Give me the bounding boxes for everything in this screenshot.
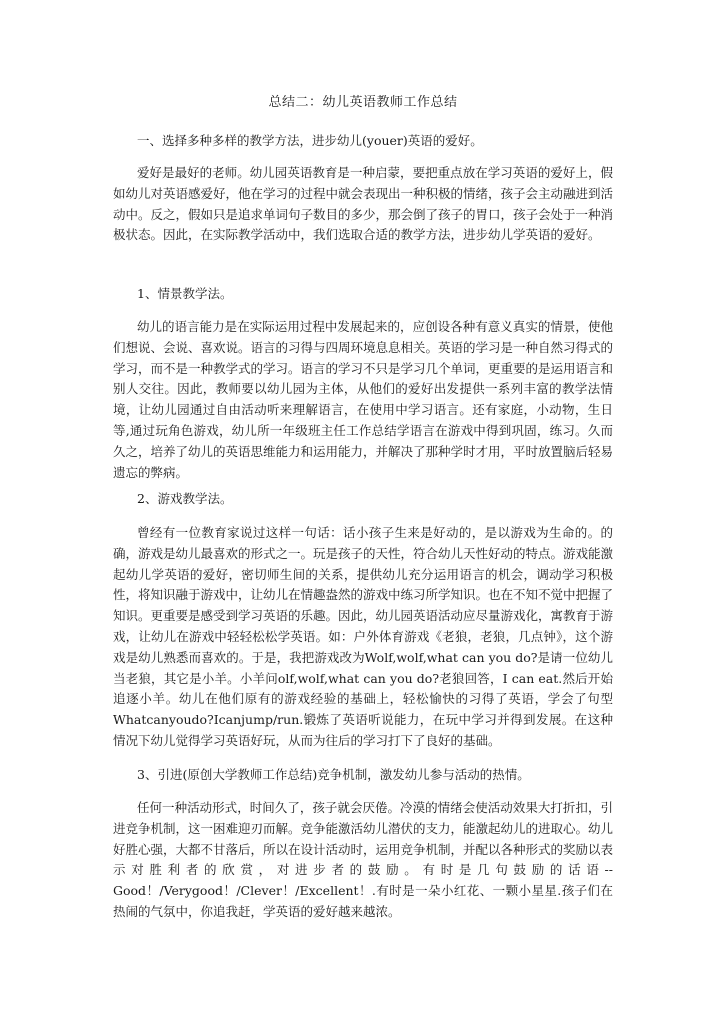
section-heading-2: 1、情景教学法。 bbox=[137, 286, 233, 301]
section-heading-3: 2、游戏教学法。 bbox=[137, 491, 233, 506]
document-title: 总结二：幼儿英语教师工作总结 bbox=[268, 95, 458, 110]
section-paragraph-3: 曾经有一位教育家说过这样一句话：话小孩子生来是好动的，是以游戏为生命的。的确，游戏是幼儿最喜欢的形式之一。玩是孩子的天性，符合幼儿天性好动的特点。游戏能激起幼儿学英语的爱好，密切师生间的关系，提供幼儿充分运用语言的机会，调动学习积极性，将知识融于游戏中，让幼儿在情趣盎然的游戏中练习所学知识。也在不知不觉中把握了知识。更重要是感受到学习英语的乐趣。因此，幼儿园英语活动应尽量游戏化，寓教育于游戏，让幼儿在游戏中轻轻松松学英语。如：户外体育游戏《老狼，老狼，几点钟》，这个游戏是幼儿熟悉而喜欢的。于是，我把游戏改为Wolf,wolf,what can you do?是请一位幼儿当老狼，其它是小羊。小羊问olf,wolf,what can you do?老狼回答，I can eat.然后开始追逐小羊。幼儿在他们原有的游戏经验的基础上，轻松愉快的习得了英语，学会了句型Whatcanyoudo?Icanjump/run.锻炼了英语听说能力，在玩中学习并得到发展。在这种情况下幼儿觉得学习英语好玩，从而为往后的学习打下了良好的基础。 bbox=[113, 525, 614, 748]
section-paragraph-4: 任何一种活动形式，时间久了，孩子就会厌倦。冷漠的情绪会使活动效果大打折扣，引进竞争机制，这一困难迎刃而解。竞争能激活幼儿潜伏的支力，能激起幼儿的进取心。幼儿好胜心强，大都不甘落后，所以在设计活动时，运用竞争机制，并配以各种形式的奖励以表示对胜利者的欣赏，对进步者的鼓励。有时是几句鼓励的话语--Good！/Verygood！/Clever！/Excellent！.有时是一朵小红花、一颗小星星.孩子们在热闹的气氛中，你追我赶，学英语的爱好越来越浓。 bbox=[113, 800, 614, 919]
section-paragraph-1: 爱好是最好的老师。幼儿园英语教育是一种启蒙，要把重点放在学习英语的爱好上，假如幼儿对英语感爱好，他在学习的过程中就会表现出一种积极的情绪，孩子会主动融进到活动中。反之，假如只是追求单词句子数目的多少，那会倒了孩子的胃口，孩子会处于一种消极状态。因此，在实际教学活动中，我们选取合适的教学方法，进步幼儿学英语的爱好。 bbox=[113, 165, 614, 243]
section-heading-4: 3、引进(原创大学教师工作总结)竞争机制，激发幼儿参与活动的热情。 bbox=[137, 767, 530, 782]
section-heading-1: 一、选择多种多样的教学方法，进步幼儿(youer)英语的爱好。 bbox=[137, 133, 483, 148]
section-paragraph-2: 幼儿的语言能力是在实际运用过程中发展起来的，应创设各种有意义真实的情景，使他们想说、会说、喜欢说。语言的习得与四周环境息息相关。英语的学习是一种自然习得式的学习，而不是一种教学式的学习。语言的学习不只是学习几个单词，更重要的是运用语言和别人交往。因此，教师要以幼儿园为主体，从他们的爱好出发提供一系列丰富的教学法情境，让幼儿园通过自由活动听来理解语言，在使用中学习语言。还有家庭，小动物，生日等,通过玩角色游戏，幼儿所一年级班主任工作总结学语言在游戏中得到巩固，练习。久而久之，培养了幼儿的英语思维能力和运用能力，并解决了那种学时才用，平时放置脑后轻易遗忘的弊病。 bbox=[113, 319, 614, 480]
